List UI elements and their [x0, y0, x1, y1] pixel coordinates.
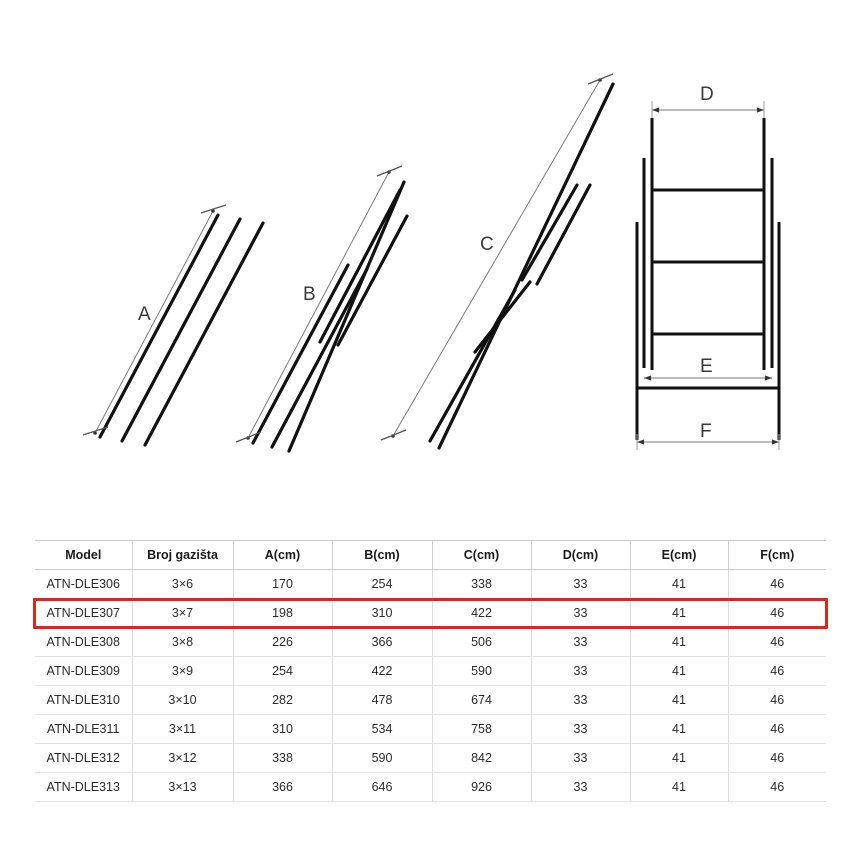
cell-d: 33: [531, 628, 630, 657]
column-header-f: F(cm): [728, 541, 826, 570]
cell-steps: 3×7: [132, 599, 233, 628]
cell-c: 674: [432, 686, 531, 715]
column-header-steps: Broj gazišta: [132, 541, 233, 570]
cell-a: 198: [233, 599, 332, 628]
cell-f: 46: [728, 744, 826, 773]
cell-model: ATN-DLE306: [35, 570, 132, 599]
table-row: [35, 570, 826, 599]
cell-model: ATN-DLE310: [35, 686, 132, 715]
cell-e: 41: [630, 773, 728, 802]
dimension-label-d: D: [700, 84, 714, 105]
table-row: [35, 744, 826, 773]
cell-d: 33: [531, 657, 630, 686]
ladder-section-c: [381, 74, 613, 448]
cell-steps: 3×9: [132, 657, 233, 686]
cell-f: 46: [728, 715, 826, 744]
cell-d: 33: [531, 599, 630, 628]
table-row: [35, 715, 826, 744]
cell-a: 338: [233, 744, 332, 773]
dimension-label-c: C: [480, 234, 494, 255]
cell-e: 41: [630, 570, 728, 599]
ladder-front-view: [637, 101, 779, 450]
cell-steps: 3×11: [132, 715, 233, 744]
cell-a: 366: [233, 773, 332, 802]
cell-c: 926: [432, 773, 531, 802]
table-row: [35, 773, 826, 802]
cell-b: 534: [332, 715, 432, 744]
cell-c: 842: [432, 744, 531, 773]
cell-f: 46: [728, 773, 826, 802]
dimension-label-e: E: [700, 356, 713, 377]
column-header-a: A(cm): [233, 541, 332, 570]
cell-b: 422: [332, 657, 432, 686]
column-header-c: C(cm): [432, 541, 531, 570]
specification-table: [35, 540, 826, 802]
cell-b: 254: [332, 570, 432, 599]
cell-d: 33: [531, 570, 630, 599]
cell-f: 46: [728, 599, 826, 628]
cell-steps: 3×12: [132, 744, 233, 773]
table-row: [35, 657, 826, 686]
cell-f: 46: [728, 657, 826, 686]
column-header-e: E(cm): [630, 541, 728, 570]
cell-b: 366: [332, 628, 432, 657]
cell-steps: 3×8: [132, 628, 233, 657]
cell-c: 506: [432, 628, 531, 657]
dimension-label-f: F: [700, 421, 712, 442]
cell-c: 590: [432, 657, 531, 686]
cell-model: ATN-DLE311: [35, 715, 132, 744]
cell-b: 590: [332, 744, 432, 773]
cell-c: 758: [432, 715, 531, 744]
cell-a: 254: [233, 657, 332, 686]
dimension-label-b: B: [303, 284, 316, 305]
cell-model: ATN-DLE308: [35, 628, 132, 657]
cell-d: 33: [531, 686, 630, 715]
cell-a: 282: [233, 686, 332, 715]
cell-a: 310: [233, 715, 332, 744]
table-row: [35, 599, 826, 628]
column-header-d: D(cm): [531, 541, 630, 570]
dimension-label-a: A: [138, 304, 151, 325]
specification-table-container: [35, 540, 826, 802]
table-header-row: [35, 541, 826, 570]
cell-e: 41: [630, 686, 728, 715]
cell-e: 41: [630, 657, 728, 686]
cell-a: 170: [233, 570, 332, 599]
ladder-section-a: [83, 205, 263, 445]
cell-model: ATN-DLE313: [35, 773, 132, 802]
column-header-model: Model: [35, 541, 132, 570]
cell-d: 33: [531, 715, 630, 744]
cell-e: 41: [630, 744, 728, 773]
cell-d: 33: [531, 773, 630, 802]
table-row: [35, 686, 826, 715]
cell-c: 422: [432, 599, 531, 628]
cell-f: 46: [728, 686, 826, 715]
cell-e: 41: [630, 599, 728, 628]
cell-b: 646: [332, 773, 432, 802]
cell-steps: 3×6: [132, 570, 233, 599]
cell-c: 338: [432, 570, 531, 599]
cell-a: 226: [233, 628, 332, 657]
column-header-b: B(cm): [332, 541, 432, 570]
cell-model: ATN-DLE312: [35, 744, 132, 773]
cell-steps: 3×13: [132, 773, 233, 802]
cell-model: ATN-DLE309: [35, 657, 132, 686]
cell-b: 478: [332, 686, 432, 715]
cell-model: ATN-DLE307: [35, 599, 132, 628]
table-header: [35, 541, 826, 570]
table-body: [35, 570, 826, 802]
ladder-section-b: [236, 166, 407, 451]
cell-d: 33: [531, 744, 630, 773]
table-row: [35, 628, 826, 657]
cell-f: 46: [728, 570, 826, 599]
cell-f: 46: [728, 628, 826, 657]
cell-e: 41: [630, 715, 728, 744]
cell-e: 41: [630, 628, 728, 657]
cell-steps: 3×10: [132, 686, 233, 715]
cell-b: 310: [332, 599, 432, 628]
